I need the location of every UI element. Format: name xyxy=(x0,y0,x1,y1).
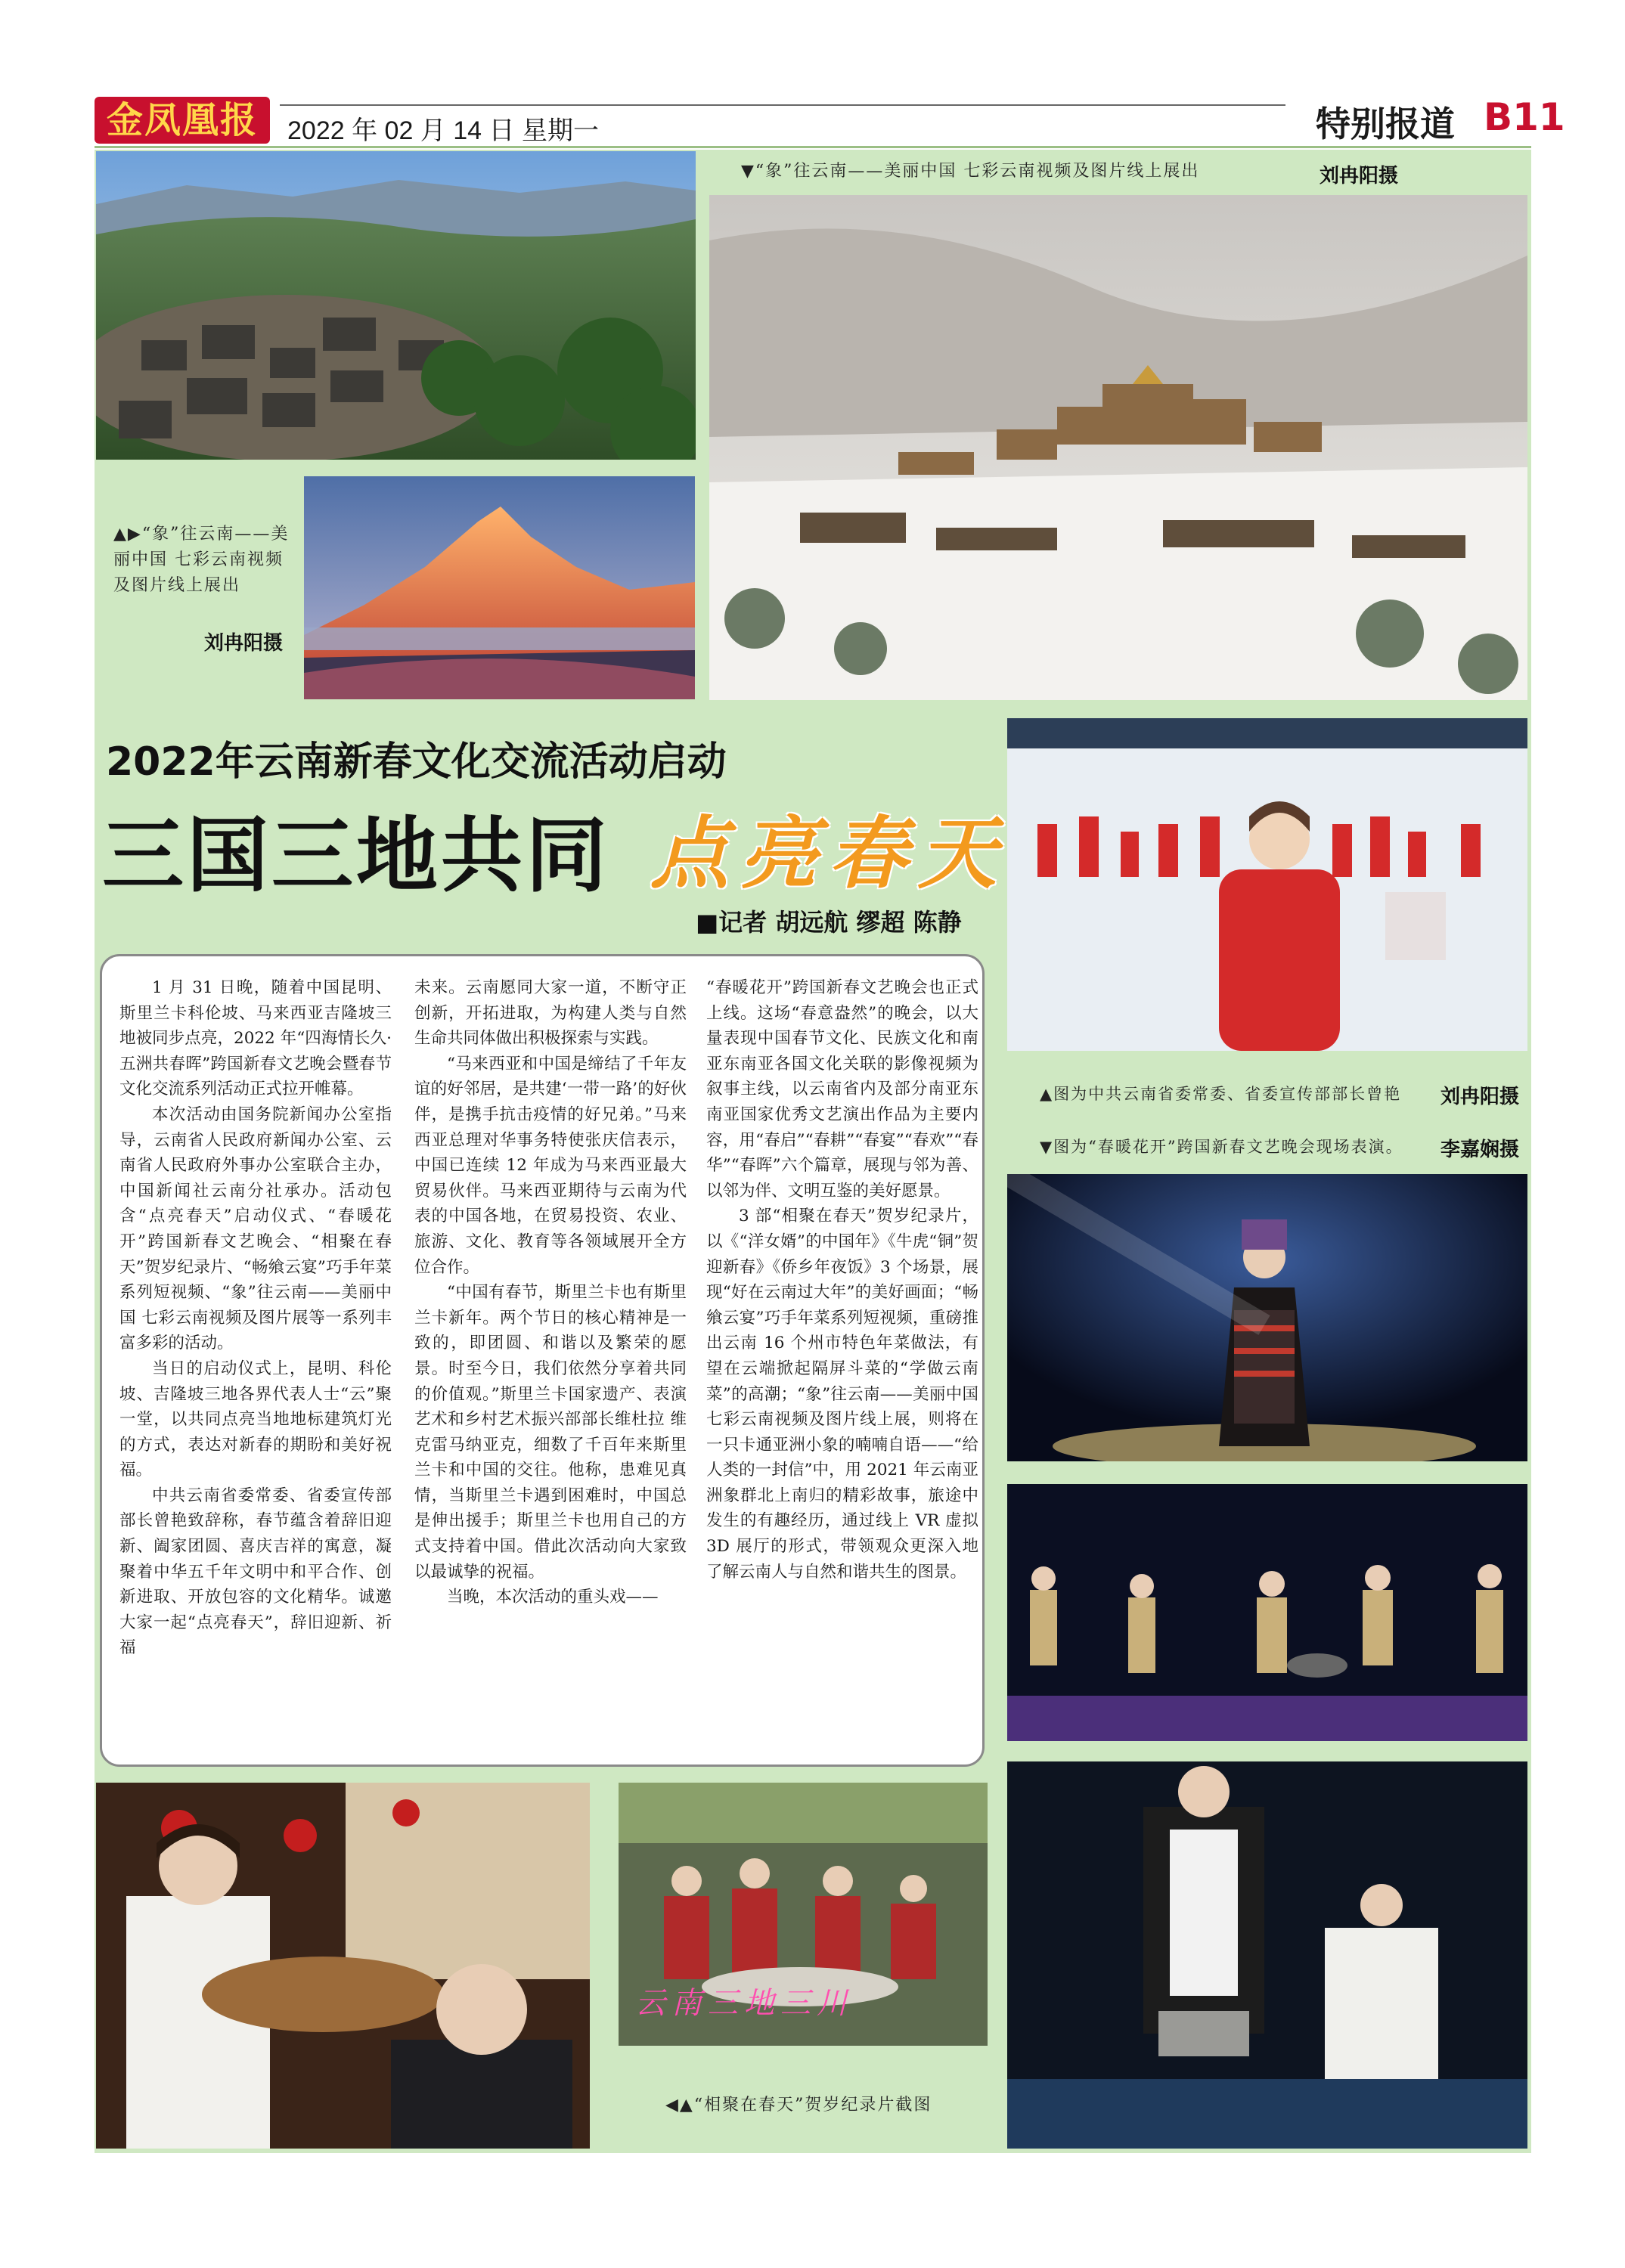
issue-date: 2022 年 02 月 14 日 星期一 xyxy=(287,116,599,145)
credit-gala: 李嘉娴摄 xyxy=(1440,1139,1520,1161)
gathering-overlay-text: 云南三地三川 xyxy=(635,1986,853,2021)
paragraph: 当日的启动仪式上，昆明、科伦坡、吉隆坡三地各界代表人士“云”聚一堂，以共同点亮当地地标建筑灯光的方式，表达对新春的期盼和美好祝福。 xyxy=(119,1359,392,1480)
paragraph: 1 月 31 日晚，随着中国昆明、斯里兰卡科伦坡、马来西亚吉隆坡三地被同步点亮，2022 年“四海情长久·五洲共春晖”跨国新春文艺晚会暨春节文化交流系列活动正式拉开帷幕。 xyxy=(119,978,392,1099)
stage-band-photo xyxy=(1007,1484,1527,1741)
main-headline: 三国三地共同 xyxy=(102,809,611,903)
credit-official: 刘冉阳摄 xyxy=(1440,1086,1520,1108)
caption-left-mid: ▲▶“象”往云南——美丽中国 七彩云南视频及图片线上展出 xyxy=(113,525,290,595)
byline: ■记者 胡远航 缪超 陈静 xyxy=(696,908,962,937)
sub-headline: 2022年云南新春文化交流活动启动 xyxy=(106,739,727,785)
paragraph: 3 部“相聚在春天”贺岁纪录片，以《“洋女婿”的中国年》《牛虎“铜”贺迎新春》《侨乡年夜饭》3 个场景，展现“好在云南过大年”的美好画面；“畅飨云宴”巧手年菜系列短视频，重磅推出云南 16 个州市特色年菜做法，有望在云端掀起隔屏斗菜的“学做云南菜”的高潮；“象”往云南——美丽中国 七彩云南视频及图片线上展，则将在一只卡通亚洲小象的喃喃自语——“给人类的一封信”中，用 2021 年云南亚洲象群北上南归的精彩故事，旅途中发生的有趣经历，通过线上 VR 虚拟 3D 展厅的形式，带领观众更深入地了解云南人与自然和谐共生的图景。 xyxy=(706,1207,978,1582)
article-column-2 xyxy=(414,975,687,1761)
dinner-hotpot-photo xyxy=(96,1783,590,2149)
page-number: B11 xyxy=(1484,95,1565,139)
stage-chef-photo xyxy=(1007,1761,1527,2149)
sunset-snow-mountain-photo xyxy=(304,476,695,699)
caption-gala: ▼图为“春暖花开”跨国新春文艺晚会现场表演。 xyxy=(1040,1138,1403,1156)
official-ski-slope-photo xyxy=(1007,718,1527,1051)
header-rule xyxy=(280,104,1285,106)
snow-monastery-photo xyxy=(709,195,1527,700)
section-title: 特别报道 xyxy=(1316,104,1455,144)
caption-official: ▲图为中共云南省委常委、省委宣传部部长曾艳 xyxy=(1040,1085,1402,1103)
paragraph: 当晚，本次活动的重头戏—— xyxy=(447,1588,659,1607)
header-divider xyxy=(95,146,1531,148)
paragraph: “春暖花开”跨国新春文艺晚会也正式上线。这场“春意盎然”的晚会，以大量表现中国春节文化、民族文化和南亚东南亚各国文化关联的影像视频为叙事主线，以云南省内及部分南亚东南亚国家优秀文艺演出作品为主要内容，用“春启”“春耕”“春宴”“春欢”“春华”“春晖”六个篇章，展现与邻为善、以邻为伴、文明互鉴的美好愿景。 xyxy=(706,978,978,1201)
stage-singer-photo xyxy=(1007,1174,1527,1461)
paragraph: “中国有春节，斯里兰卡也有斯里兰卡新年。两个节日的核心精神是一致的，即团圆、和谐以及繁荣的愿景。时至今日，我们依然分享着共同的价值观。”斯里兰卡国家遗产、表演艺术和乡村艺术振兴部部长维杜拉 维克雷马纳亚克，细数了千百年来斯里兰卡和中国的交往。他称，患难见真情，当斯里兰卡遇到困难时，中国总是伸出援手；斯里兰卡也用自己的方式支持着中国。借此次活动向大家致以最诚挚的祝福。 xyxy=(414,1283,687,1582)
paragraph: “马来西亚和中国是缔结了千年友谊的好邻居，是共建‘一带一路’的好伙伴，是携手抗击疫情的好兄弟。”马来西亚总理对华事务特使张庆信表示，中国已连续 12 年成为马来西亚最大贸易伙伴。马来西亚期待与云南为代表的中国各地，在贸易投资、农业、旅游、文化、教育等各领域展开全方位合作。 xyxy=(414,1054,687,1277)
accent-headline: 点亮春天 xyxy=(650,807,1008,900)
masthead-logo: 金凤凰报 xyxy=(95,97,270,144)
village-aerial-photo xyxy=(96,151,696,460)
article-column-3 xyxy=(706,975,978,1761)
article-column-1 xyxy=(119,975,392,1761)
credit-left-mid: 刘冉阳摄 xyxy=(204,632,284,655)
caption-top-right: ▼“象”往云南——美丽中国 七彩云南视频及图片线上展出 xyxy=(741,162,1200,181)
paragraph: 本次活动由国务院新闻办公室指导，云南省人民政府新闻办公室、云南省人民政府外事办公室联合主办，中国新闻社云南分社承办。活动包含“点亮春天”启动仪式、“春暖花开”跨国新春文艺晚会、“相聚在春天”贺岁纪录片、“畅飨云宴”巧手年菜系列短视频、“象”往云南——美丽中国 七彩云南视频及图片展等一系列丰富多彩的活动。 xyxy=(119,1105,392,1353)
caption-documentary: ◀▲“相聚在春天”贺岁纪录片截图 xyxy=(665,2096,932,2115)
paragraph: 中共云南省委常委、省委宣传部部长曾艳致辞称，春节蕴含着辞旧迎新、阖家团圆、喜庆吉祥的寓意，凝聚着中华五千年文明中和平合作、创新进取、开放包容的文化精华。诚邀大家一起“点亮春天”，辞旧迎新、祈福 xyxy=(119,1486,392,1658)
credit-top-right: 刘冉阳摄 xyxy=(1320,165,1399,187)
paragraph: 未来。云南愿同大家一道，不断守正创新，开拓进取，为构建人类与自然生命共同体做出积极探索与实践。 xyxy=(414,978,687,1049)
